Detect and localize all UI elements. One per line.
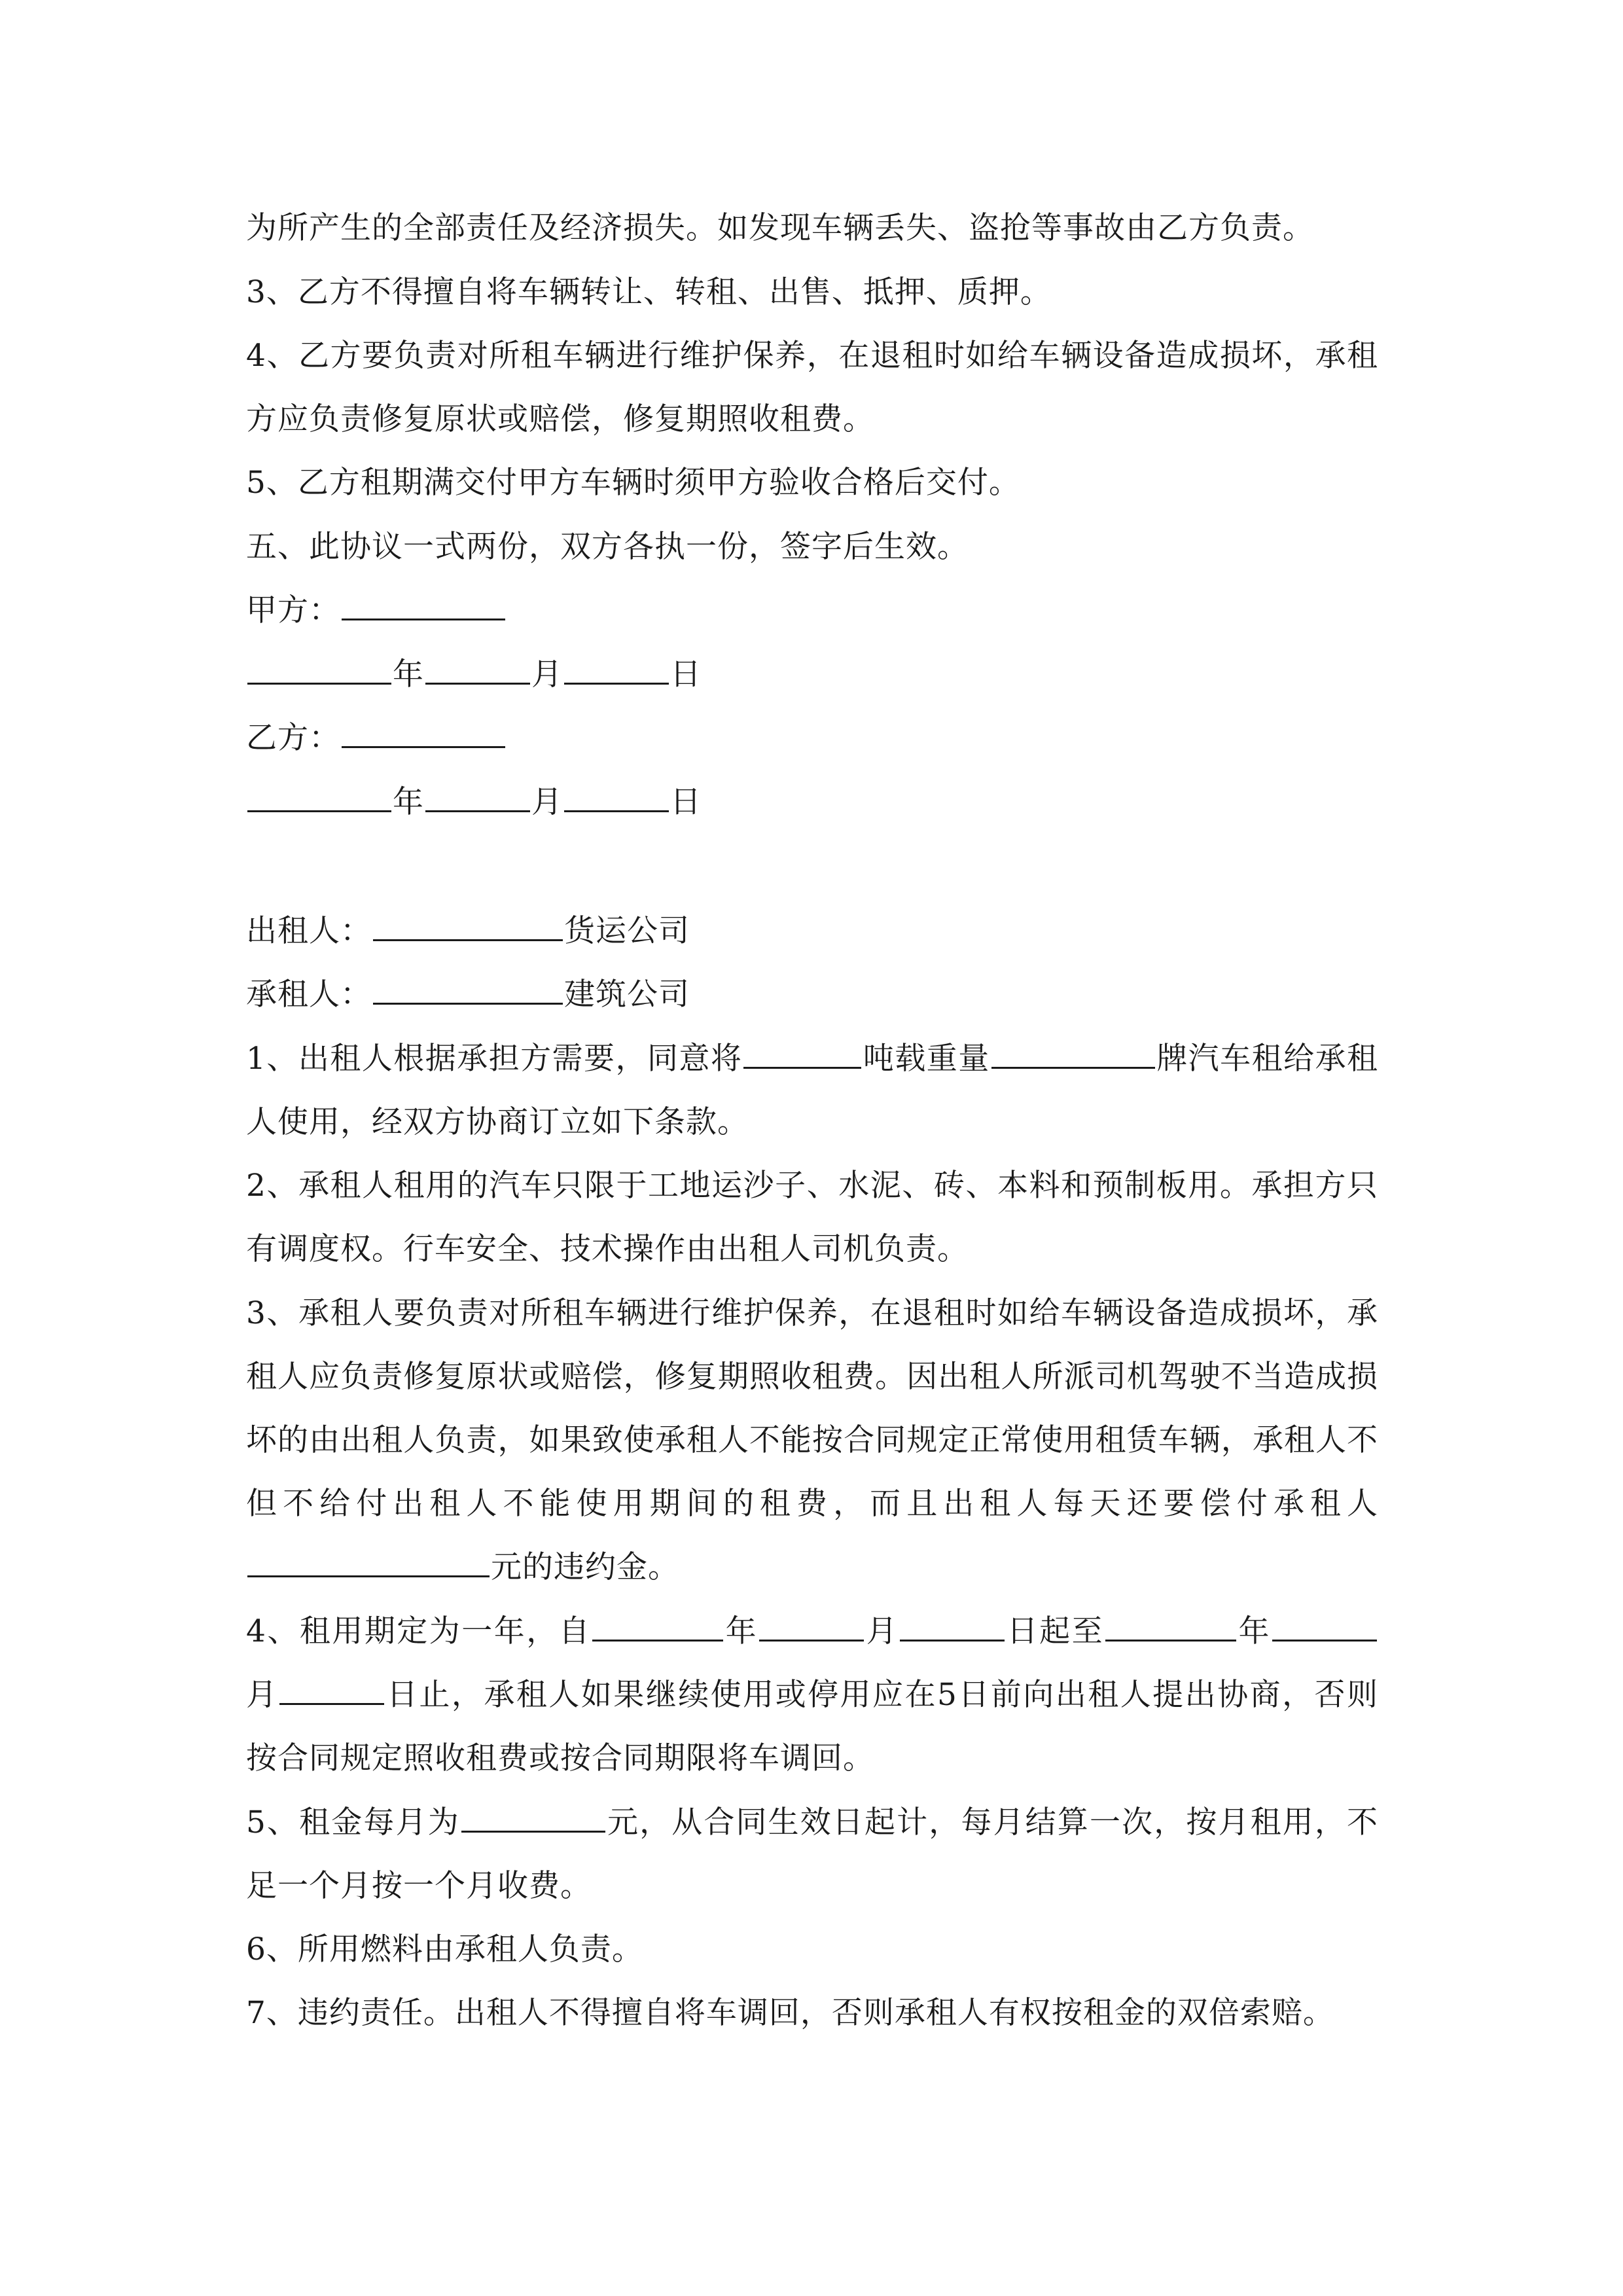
clause-4-text: 年 xyxy=(1238,1613,1272,1649)
clause-5: 5、乙方租期满交付甲方车辆时须甲方验收合格后交付。 xyxy=(246,465,1020,501)
lessor-suffix: 货运公司 xyxy=(564,913,690,949)
clause-5-text: 5、租金每月为 xyxy=(246,1804,460,1840)
year-label: 年 xyxy=(393,784,424,820)
lessor-blank xyxy=(373,913,563,941)
contract-clause-3 xyxy=(246,1282,1378,1599)
clause-3: 3、乙方不得擅自将车辆转让、转租、出售、抵押、质押。 xyxy=(246,274,1052,310)
section-5: 五、此协议一式两份，双方各执一份，签字后生效。 xyxy=(246,529,969,565)
brand-blank xyxy=(991,1041,1155,1069)
year-label: 年 xyxy=(393,656,424,692)
lessor-line xyxy=(246,899,690,963)
month-label: 月 xyxy=(531,784,563,820)
clause-4-text: 月 xyxy=(865,1613,899,1649)
signature-party-a xyxy=(246,579,507,642)
from-year-blank xyxy=(592,1613,723,1641)
party-a-blank xyxy=(342,592,505,620)
year-blank xyxy=(247,784,391,812)
contract-clause-2: 2、承租人租用的汽车只限于工地运沙子、水泥、砖、本料和预制板用。承担方只有调度权。行车安全、技术操作由出租人司机负责。 xyxy=(246,1168,1378,1267)
contract-clause-1 xyxy=(246,1027,1378,1154)
year-blank xyxy=(247,656,391,685)
month-blank xyxy=(425,784,530,812)
tonnage-blank xyxy=(743,1041,861,1069)
clause-5-text: 元，从合同生效日起计，每月结算一次，按月租用，不足一个月按一个月收费。 xyxy=(246,1804,1378,1904)
day-label: 日 xyxy=(670,656,702,692)
party-a-label: 甲方： xyxy=(246,592,340,628)
month-blank xyxy=(425,656,530,685)
clause-continuation: 为所产生的全部责任及经济损失。如发现车辆丢失、盗抢等事故由乙方负责。 xyxy=(246,210,1314,246)
lessee-blank xyxy=(373,977,563,1005)
lessee-label: 承租人： xyxy=(246,977,372,1013)
signature-party-b xyxy=(246,706,507,770)
party-b-label: 乙方： xyxy=(246,720,340,756)
contract-clause-5 xyxy=(246,1791,1378,1918)
party-b-blank xyxy=(342,720,505,748)
rent-blank xyxy=(461,1804,605,1833)
date-line-b xyxy=(246,770,702,834)
clause-1-text: 1、出租人根据承担方需要，同意将 xyxy=(246,1041,743,1077)
contract-clause-7: 7、违约责任。出租人不得擅自将车调回，否则承租人有权按租金的双倍索赔。 xyxy=(246,1995,1334,2031)
to-month-blank xyxy=(1272,1613,1377,1641)
clause-1-text: 吨载重量 xyxy=(863,1041,990,1077)
day-blank xyxy=(564,656,669,685)
clause-4-text: 4、租用期定为一年，自 xyxy=(246,1613,592,1649)
clause-4-text: 月 xyxy=(246,1677,279,1713)
from-day-blank xyxy=(900,1613,1005,1641)
to-year-blank xyxy=(1105,1613,1236,1641)
from-month-blank xyxy=(759,1613,864,1641)
date-line-a xyxy=(246,643,702,706)
clause-1-text: 牌汽车租给承租人使用，经双方协商订立如下条款。 xyxy=(246,1041,1379,1140)
clause-3-text: 元的违约金。 xyxy=(491,1549,679,1585)
day-label: 日 xyxy=(670,784,702,820)
clause-4-text: 年 xyxy=(724,1613,758,1649)
month-label: 月 xyxy=(531,656,563,692)
contract-clause-6: 6、所用燃料由承租人负责。 xyxy=(246,1931,643,1967)
penalty-blank xyxy=(247,1549,490,1577)
lessor-label: 出租人： xyxy=(246,913,372,949)
lessee-line xyxy=(246,963,690,1026)
clause-4-text: 日起至 xyxy=(1006,1613,1105,1649)
clause-3-text: 3、承租人要负责对所租车辆进行维护保养，在退租时如给车辆设备造成损坏，承租人应负责修复原状或赔偿，修复期照收租费。因出租人所派司机驾驶不当造成损坏的由出租人负责，如果致使承租人不能按合同规定正常使用租赁车辆，承租人不但不给付出租人不能使用期间的租费，而且出租人每天还要偿付承租人 xyxy=(246,1295,1378,1522)
to-day-blank xyxy=(279,1677,384,1705)
clause-4: 4、乙方要负责对所租车辆进行维护保养，在退租时如给车辆设备造成损坏，承租方应负责修复原状或赔偿，修复期照收租费。 xyxy=(246,338,1378,437)
lessee-suffix: 建筑公司 xyxy=(564,977,690,1013)
clause-4-text: 日止，承租人如果继续使用或停用应在5日前向出租人提出协商，否则按合同规定照收租费或按合同期限将车调回。 xyxy=(246,1677,1379,1776)
day-blank xyxy=(564,784,669,812)
contract-clause-4 xyxy=(246,1600,1378,1790)
